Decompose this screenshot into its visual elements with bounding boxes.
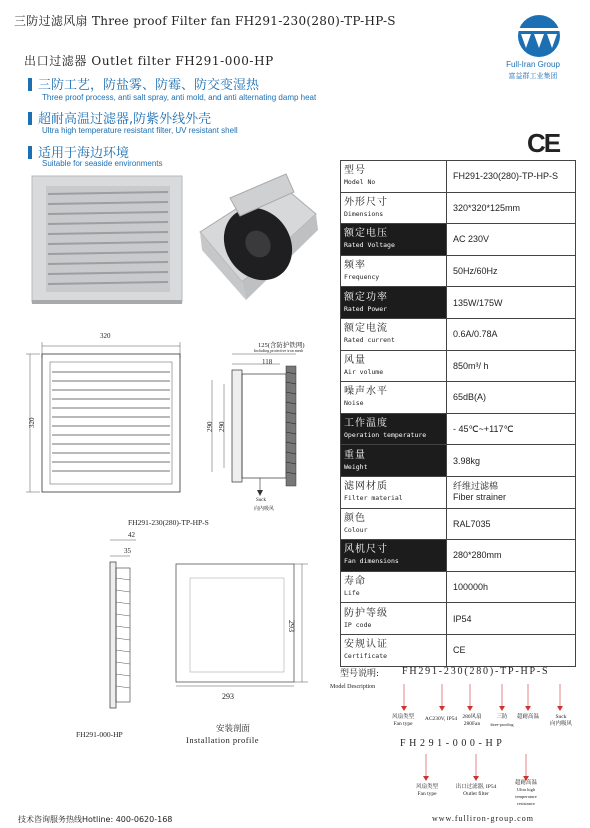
spec-value: CE <box>447 634 576 666</box>
spec-label-zh: 额定电压 <box>344 228 388 240</box>
spec-label-en: IP code <box>344 620 372 629</box>
spec-row <box>341 540 576 572</box>
spec-label <box>341 413 447 445</box>
spec-label-zh: 安规认证 <box>344 639 388 651</box>
model1-part-three-proof: 三防 three-proofing <box>490 714 514 727</box>
spec-label <box>341 508 447 540</box>
spec-row <box>341 445 576 477</box>
spec-label-en: Weight <box>344 462 368 471</box>
spec-value: 320*320*125mm <box>447 192 576 224</box>
outlet-42-label: 42 <box>128 531 135 539</box>
spec-value: FH291-230(280)-TP-HP-S <box>447 161 576 193</box>
spec-value: 280*280mm <box>447 540 576 572</box>
spec-value: 850m³/ h <box>447 350 576 382</box>
spec-label-zh: 额定电流 <box>344 323 388 335</box>
spec-label-en: Rated Voltage <box>344 241 395 250</box>
feature-3-zh: 适用于海边环境 <box>38 146 130 161</box>
spec-value: 65dB(A) <box>447 382 576 414</box>
spec-row <box>341 508 576 540</box>
suck-label-en: Suck <box>256 498 266 503</box>
spec-label-zh: 风机尺寸 <box>344 544 388 556</box>
spec-label-en: Model No <box>344 178 376 187</box>
spec-label <box>341 255 447 287</box>
spec-table <box>340 160 576 667</box>
spec-value: RAL7035 <box>447 508 576 540</box>
front-width-label: 320 <box>100 332 111 340</box>
page-title: 三防过滤风扇 Three proof Filter fan FH291-230(280)-TP-HP-S <box>14 14 396 28</box>
model1-part-high-temp: 超耐高温 <box>516 714 539 720</box>
spec-label-en: Rated current <box>344 336 395 345</box>
model1-part-suck: Suck 向内吸风 <box>549 714 572 727</box>
spec-label-zh: 滤网材质 <box>344 481 388 493</box>
spec-label <box>341 634 447 666</box>
spec-label-zh: 频率 <box>344 260 366 272</box>
model2-pointer-lines <box>400 752 580 788</box>
install-caption-zh: 安装剖面 <box>216 724 251 734</box>
spec-value: 3.98kg <box>447 445 576 477</box>
front-height-label: 320 <box>28 417 36 428</box>
spec-label-zh: 外形尺寸 <box>344 196 388 208</box>
spec-label-en: Filter material <box>344 494 403 503</box>
side-118-label: 118 <box>262 358 273 366</box>
spec-label <box>341 382 447 414</box>
side-290-label-a: 290 <box>206 421 214 432</box>
spec-label <box>341 476 447 508</box>
side-view-drawing <box>200 350 310 500</box>
install-293-horizontal: 293 <box>222 692 234 701</box>
spec-label-zh: 重量 <box>344 449 366 461</box>
spec-label-en: Certificate <box>344 652 388 661</box>
spec-label <box>341 318 447 350</box>
ce-mark: CE <box>527 128 560 158</box>
spec-row <box>341 255 576 287</box>
spec-label <box>341 161 447 193</box>
model-desc-title: 型号说明: <box>340 669 380 679</box>
spec-value: 50Hz/60Hz <box>447 255 576 287</box>
model-code-outlet: FH291-000-HP <box>400 738 506 749</box>
spec-value: IP54 <box>447 603 576 635</box>
suck-label-zh: 向内吸风 <box>254 507 275 512</box>
feature-1 <box>28 74 259 93</box>
spec-value: 100000h <box>447 571 576 603</box>
feature-2-zh: 超耐高温过滤器,防紫外线外壳 <box>38 112 212 127</box>
spec-row <box>341 476 576 508</box>
spec-label <box>341 350 447 382</box>
spec-label-en: Frequency <box>344 273 380 282</box>
outlet-side-drawing <box>96 528 146 718</box>
model2-part-fan-type: 风扇类型 Fan type <box>415 784 438 797</box>
spec-label <box>341 192 447 224</box>
spec-label-zh: 型号 <box>344 165 366 177</box>
page-subtitle: 出口过滤器 Outlet filter FH291-000-HP <box>24 54 274 68</box>
spec-label-en: Operation temperature <box>344 431 427 440</box>
side-depth-label: 125(含防护铁网) <box>258 342 305 349</box>
spec-label <box>341 287 447 319</box>
spec-label-zh: 防护等级 <box>344 607 388 619</box>
feature-1-zh: 三防工艺，防盐雾、防霉、防交变湿热 <box>38 78 260 93</box>
spec-label <box>341 445 447 477</box>
outlet-caption: FH291-000-HP <box>76 730 123 739</box>
spec-row <box>341 413 576 445</box>
spec-label-en: Air volume <box>344 367 384 376</box>
spec-label <box>341 224 447 256</box>
spec-value: 纤维过滤棉 Fiber strainer <box>447 476 576 508</box>
spec-value: 135W/175W <box>447 287 576 319</box>
front-view-drawing <box>24 332 194 510</box>
spec-label-zh: 寿命 <box>344 576 366 588</box>
spec-label-en: Fan dimensions <box>344 557 399 566</box>
feature-3-en: Suitable for seaside environments <box>42 159 163 168</box>
spec-label-en: Noise <box>344 399 364 408</box>
model2-part-outlet: 出口过滤器, IP54 Outlet filter <box>455 784 497 797</box>
spec-label-zh: 工作温度 <box>344 418 388 430</box>
side-depth-label-en: Including protective iron mesh <box>254 348 304 353</box>
spec-label <box>341 540 447 572</box>
spec-label-zh: 风量 <box>344 354 366 366</box>
model1-part-fan-size: 280风扇 280Fan <box>462 714 482 727</box>
spec-row <box>341 350 576 382</box>
spec-row <box>341 161 576 193</box>
install-caption-en: Installation profile <box>186 735 260 745</box>
model-desc-title-en: Model Description <box>330 684 376 690</box>
model-code-fan: FH291-230(280)-TP-HP-S <box>402 666 550 677</box>
spec-value: - 45℃~+117℃ <box>447 413 576 445</box>
feature-2-en: Ultra high temperature resistant filter, UV resistant shell <box>42 126 238 135</box>
spec-label-en: Life <box>344 589 360 598</box>
fan-drawing-caption: FH291-230(280)-TP-HP-S <box>128 518 209 527</box>
spec-row <box>341 192 576 224</box>
outlet-filter-photo <box>30 172 190 308</box>
side-290-label-b: 290 <box>218 421 226 432</box>
spec-row <box>341 224 576 256</box>
spec-row <box>341 287 576 319</box>
spec-label-en: Colour <box>344 525 368 534</box>
spec-label-zh: 额定功率 <box>344 291 388 303</box>
spec-row <box>341 571 576 603</box>
fan-photo <box>190 170 324 310</box>
feature-2 <box>28 108 211 127</box>
spec-row <box>341 382 576 414</box>
footer-hotline: 技术咨询服务热线Hotline: 400-0620-168 <box>18 815 173 824</box>
feature-1-en: Three proof process, anti salt spray, anti mold, and anti alternating damp heat <box>42 93 317 102</box>
spec-label-en: Rated Power <box>344 304 388 313</box>
spec-label <box>341 571 447 603</box>
spec-label <box>341 603 447 635</box>
install-293-vertical: 293 <box>287 620 296 632</box>
spec-row <box>341 603 576 635</box>
model2-part-high-temp: 超耐高温 Ultra high temperature resistance <box>514 780 537 806</box>
spec-label-zh: 颜色 <box>344 512 366 524</box>
spec-value: 0.6A/0.78A <box>447 318 576 350</box>
spec-row <box>341 634 576 666</box>
logo-text-en: Full-Iran Group <box>506 60 560 69</box>
spec-value: AC 230V <box>447 224 576 256</box>
spec-label-en: Dimensions <box>344 209 384 218</box>
spec-label-zh: 噪声水平 <box>344 386 388 398</box>
logo-text-zh: 富益群工业集团 <box>508 72 558 80</box>
model1-part-voltage: AC230V, IP54 <box>424 716 458 722</box>
model1-part-fan-type: 风扇类型 Fan type <box>391 714 414 727</box>
spec-row <box>341 318 576 350</box>
footer-website-link[interactable]: www.fulliron-group.com <box>432 814 534 823</box>
outlet-35-label: 35 <box>124 547 131 555</box>
